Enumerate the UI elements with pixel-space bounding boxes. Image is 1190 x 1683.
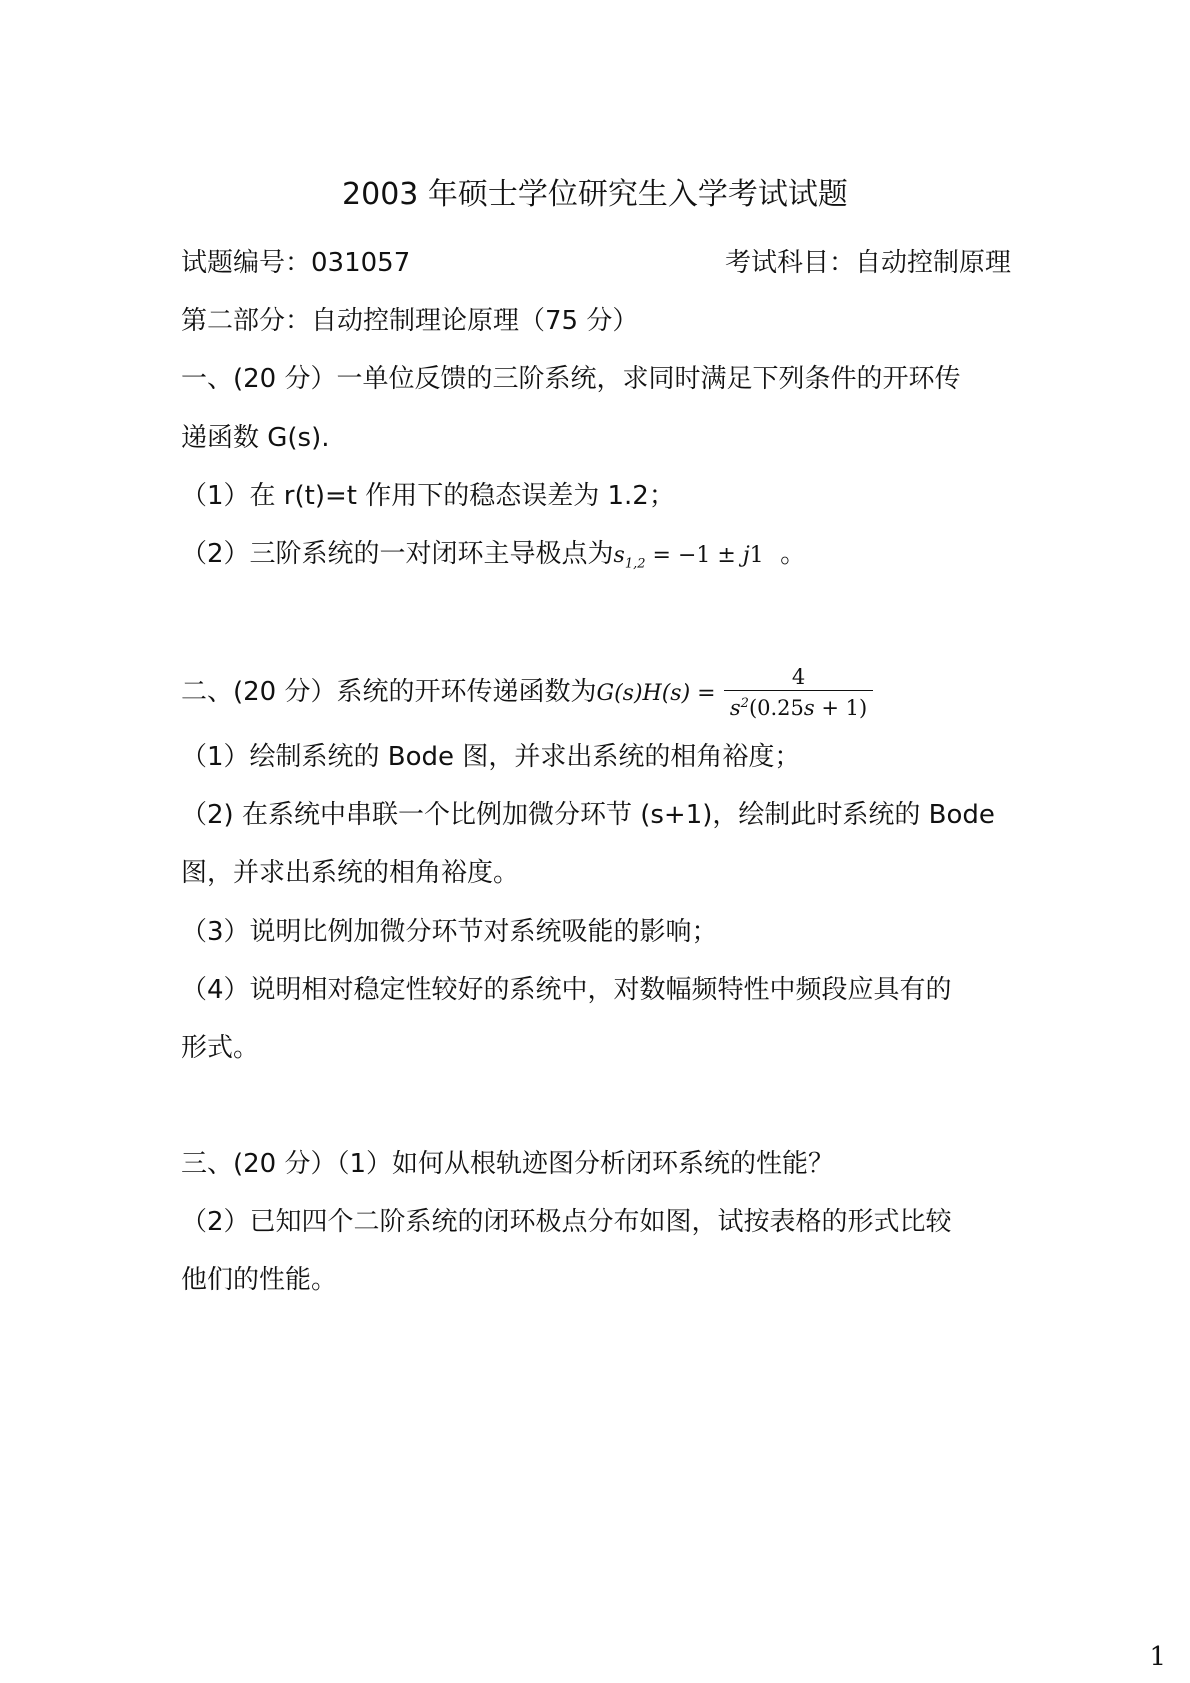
exam-header — [181, 245, 1011, 281]
q3-line3: 他们的性能。 — [181, 1265, 338, 1295]
q1-line2: 递函数 G(s). — [181, 423, 330, 453]
q2-item4-line2: 形式。 — [181, 1033, 260, 1063]
q3-line2: （2）已知四个二阶系统的闭环极点分布如图，试按表格的形式比较 — [181, 1207, 952, 1237]
q2-item1: （1）绘制系统的 Bode 图，并求出系统的相角裕度； — [181, 742, 801, 772]
transfer-function-lhs: G(s)H(s) = — [596, 681, 716, 706]
q2-item2-line2: 图，并求出系统的相角裕度。 — [181, 858, 520, 888]
exam-code: 试题编号：031057 — [181, 248, 411, 278]
q2-line1 — [181, 664, 1011, 721]
tf-numerator: 4 — [791, 665, 806, 689]
q2-item2-line1: （2) 在系统中串联一个比例加微分环节 (s+1)，绘制此时系统的 Bode — [181, 800, 995, 830]
q2-line1-text: 二、(20 分）系统的开环传递函数为 — [181, 677, 597, 707]
q1-item2 — [181, 536, 1011, 582]
q1-line1: 一、(20 分）一单位反馈的三阶系统，求同时满足下列条件的开环传 — [181, 364, 961, 394]
q1-item1: （1）在 r(t)=t 作用下的稳态误差为 1.2； — [181, 481, 675, 511]
part-heading: 第二部分：自动控制理论原理（75 分） — [181, 306, 639, 336]
exam-subject: 考试科目：自动控制原理 — [724, 248, 1011, 278]
q3-line1: 三、(20 分）（1）如何从根轨迹图分析闭环系统的性能？ — [181, 1149, 835, 1179]
page-number: 1 — [1149, 1642, 1166, 1672]
pole-formula: $s_{1,2} = -1 \pm j1$ — [613, 543, 764, 572]
q1-item2-end: 。 — [780, 539, 807, 569]
q1-item2-text: （2）三阶系统的一对闭环主导极点为 — [181, 539, 614, 569]
q2-item4-line1: （4）说明相对稳定性较好的系统中，对数幅频特性中频段应具有的 — [181, 975, 952, 1005]
transfer-function-fraction — [724, 664, 873, 721]
q2-item3: （3）说明比例加微分环节对系统吸能的影响； — [181, 917, 718, 947]
tf-denominator: $s^2(0.25s + 1)$ — [724, 690, 873, 721]
exam-title: 2003 年硕士学位研究生入学考试试题 — [342, 177, 848, 212]
